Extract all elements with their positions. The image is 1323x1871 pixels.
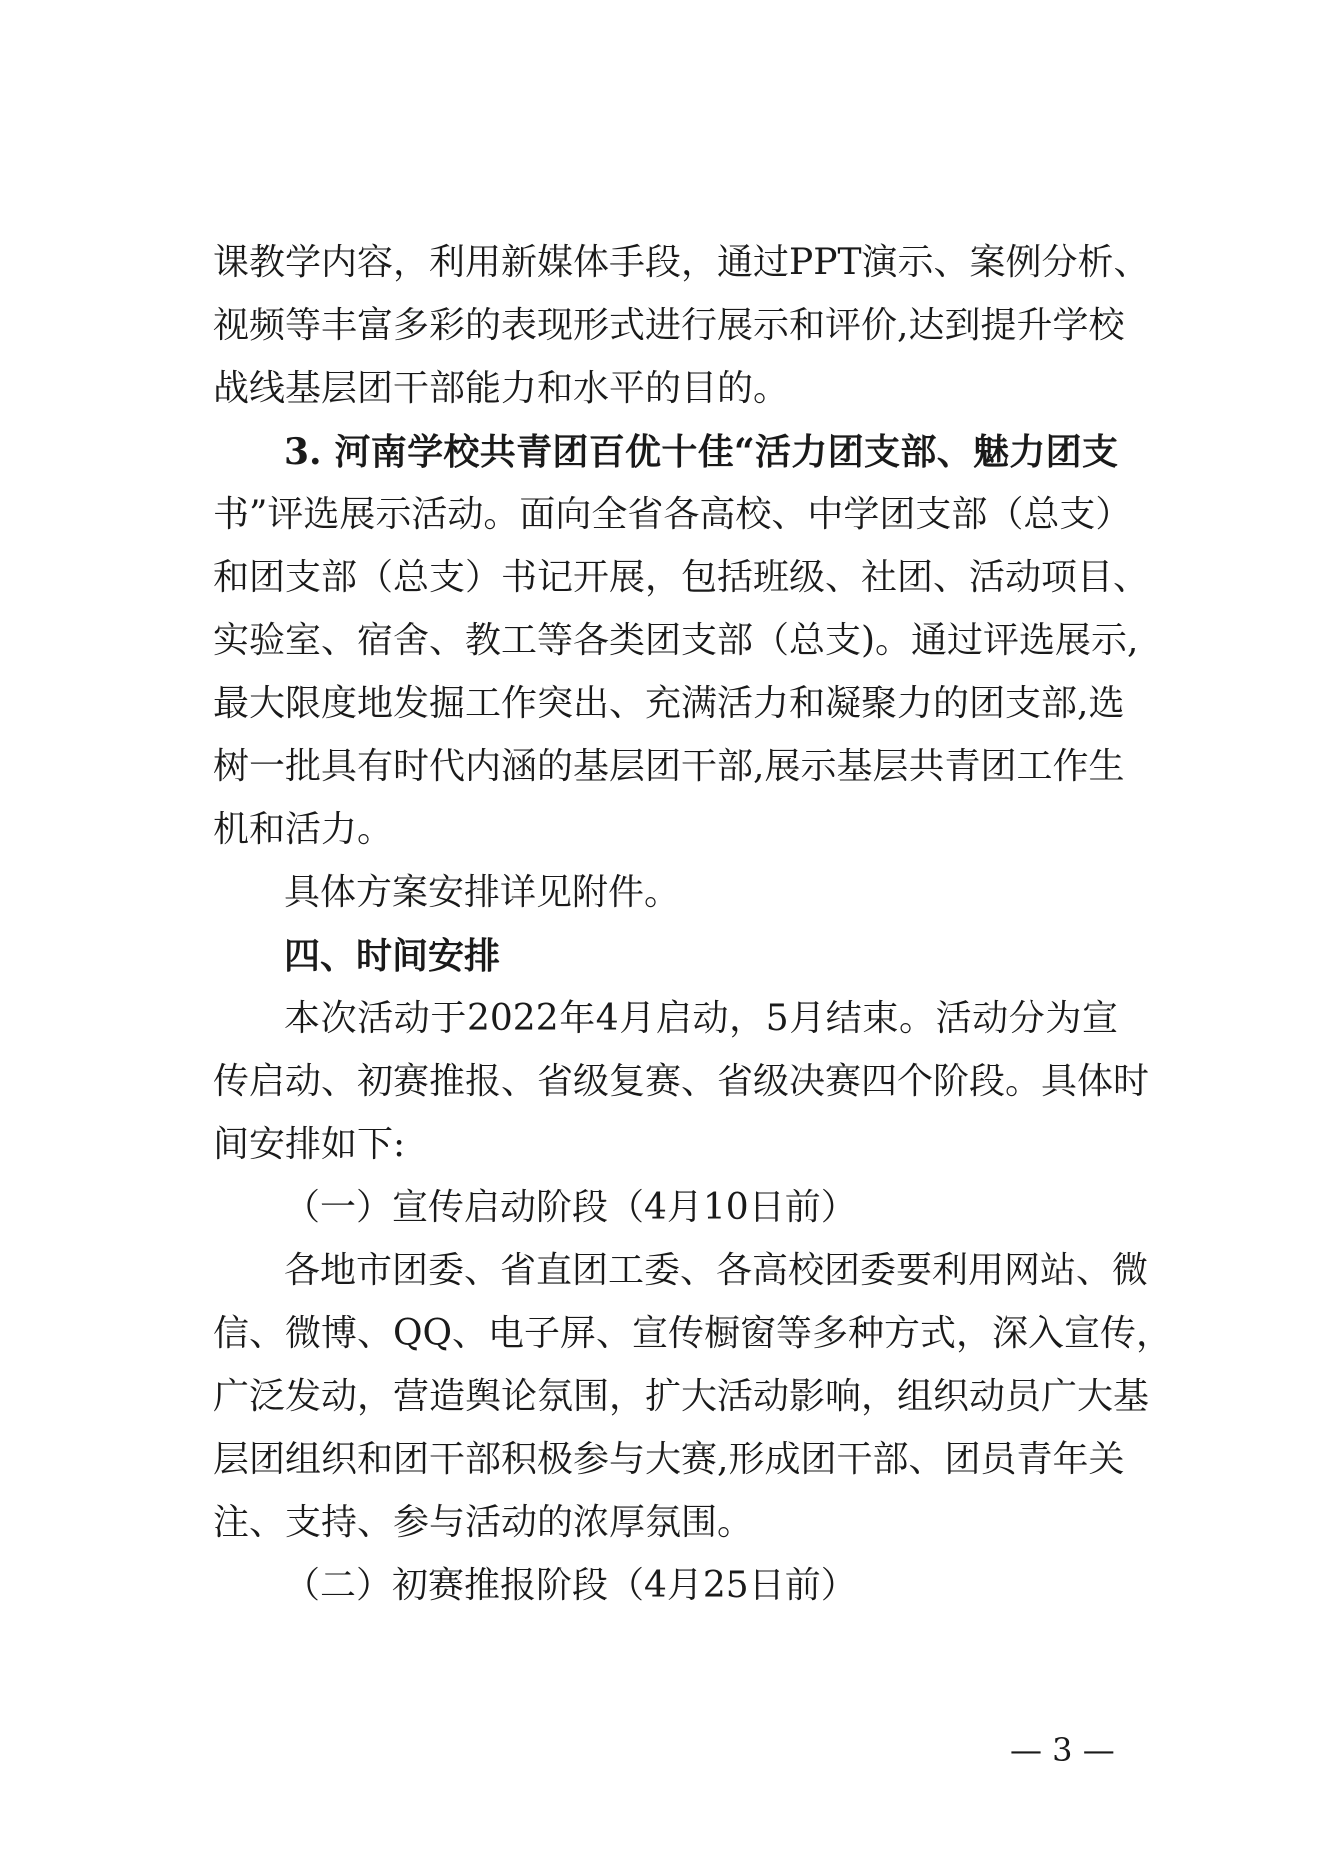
page-number: — 3 —	[1010, 1731, 1115, 1769]
body-line-8: 最大限度地发掘工作突出、充满活力和凝聚力的团支部,选	[213, 683, 1125, 724]
body-line-6: 和团支部（总支）书记开展，包括班级、社团、活动项目、	[213, 557, 1150, 598]
body-line-19: 广泛发动，营造舆论氛围，扩大活动影响，组织动员广大基	[213, 1376, 1150, 1417]
subsection-heading-2: （二）初赛推报阶段（4月25日前）	[284, 1565, 857, 1606]
body-line-11: 具体方案安排详见附件。	[284, 872, 681, 913]
body-line-5: 书”评选展示活动。面向全省各高校、中学团支部（总支）	[213, 494, 1132, 535]
body-line-1: 课教学内容，利用新媒体手段，通过PPT演示、案例分析、	[213, 242, 1150, 283]
body-line-18: 信、微博、QQ、电子屏、宣传橱窗等多种方式，深入宣传，	[213, 1313, 1173, 1354]
body-line-17: 各地市团委、省直团工委、各高校团委要利用网站、微	[284, 1250, 1149, 1291]
body-line-7: 实验室、宿舍、教工等各类团支部（总支)。通过评选展示,	[213, 620, 1139, 661]
body-line-2: 视频等丰富多彩的表现形式进行展示和评价,达到提升学校	[213, 305, 1125, 346]
body-line-13: 本次活动于2022年4月启动，5月结束。活动分为宣	[284, 998, 1118, 1039]
body-line-15: 间安排如下:	[213, 1124, 406, 1165]
subsection-heading-1: （一）宣传启动阶段（4月10日前）	[284, 1187, 857, 1228]
body-line-20: 层团组织和团干部积极参与大赛,形成团干部、团员青年关	[213, 1439, 1125, 1480]
body-line-21: 注、支持、参与活动的浓厚氛围。	[213, 1502, 754, 1543]
body-line-3: 战线基层团干部能力和水平的目的。	[213, 368, 790, 409]
body-line-9: 树一批具有时代内涵的基层团干部,展示基层共青团工作生	[213, 746, 1125, 787]
section-heading-4: 四、时间安排	[284, 935, 501, 977]
body-line-10: 机和活力。	[213, 809, 394, 850]
item-3-heading: 3. 河南学校共青团百优十佳“活力团支部、魅力团支	[284, 431, 1118, 473]
body-line-14: 传启动、初赛推报、省级复赛、省级决赛四个阶段。具体时	[213, 1061, 1150, 1102]
